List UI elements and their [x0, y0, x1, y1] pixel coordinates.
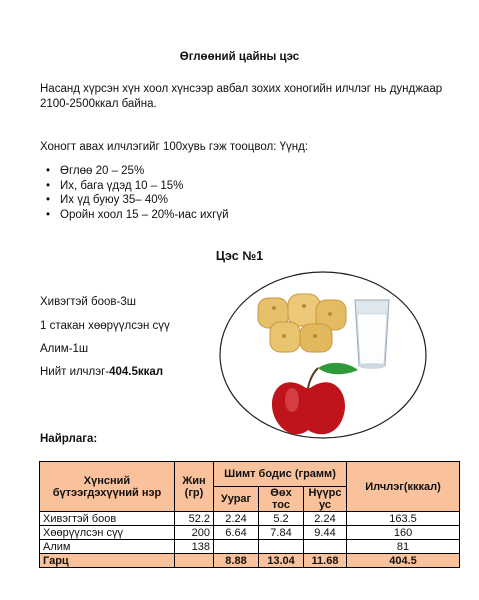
menu-title: Цэс №1 [215, 249, 264, 263]
header-fat: Өөх тос [259, 487, 304, 512]
nutrition-table [39, 461, 460, 568]
cell-weight: 138 [175, 540, 214, 554]
header-carb: Уураг [214, 487, 259, 512]
cell-carb [214, 540, 259, 554]
cell-carb: 6.64 [214, 526, 259, 540]
list-item: • Их үд буюу 35– 40% [60, 193, 229, 208]
menu-item: 1 стакан хөөрүүлсэн сүү [40, 320, 170, 332]
menu-item: Алим-1ш [40, 343, 89, 355]
cell-water: 9.44 [304, 526, 347, 540]
cell-fat: 5.2 [259, 512, 304, 526]
header-water: Нүүрс ус [304, 487, 347, 512]
table-row [40, 512, 460, 526]
cell-energy: 81 [347, 540, 460, 554]
table-row [40, 540, 460, 554]
milk-glass-icon [355, 300, 389, 369]
cell-water [304, 540, 347, 554]
cell-energy: 404.5 [347, 554, 460, 568]
cell-carb: 2.24 [214, 512, 259, 526]
table-total-row [40, 554, 460, 568]
cell-name: Гарц [40, 554, 175, 568]
cell-fat: 7.84 [259, 526, 304, 540]
header-weight: Жин (гр) [175, 462, 214, 512]
table-row [40, 526, 460, 540]
cell-carb: 8.88 [214, 554, 259, 568]
calorie-question: Хоногт авах илчлэгийг 100хувь гэж тооцвол: Үүнд: [40, 141, 309, 153]
cell-weight [175, 554, 214, 568]
cell-fat: 13.04 [259, 554, 304, 568]
document-title: Өглөөний цайны цэс [179, 51, 300, 63]
menu-item: Хивэгтэй боов-3ш [40, 296, 136, 308]
list-item: • Оройн хоол 15 – 20%-иас ихгүй [60, 208, 229, 223]
header-nutrients: Шимт бодис (грамм) [214, 462, 347, 487]
cell-water: 11.68 [304, 554, 347, 568]
list-item: • Өглөө 20 – 25% [60, 164, 229, 179]
menu-total-value: 404.5ккал [109, 366, 164, 378]
cell-name: Хивэгтэй боов [40, 512, 175, 526]
cell-energy: 163.5 [347, 512, 460, 526]
cell-water: 2.24 [304, 512, 347, 526]
breakfast-illustration [218, 270, 428, 440]
cell-weight: 200 [175, 526, 214, 540]
cell-energy: 160 [347, 526, 460, 540]
intro-paragraph: Насанд хүрсэн хүн хоол хүнсээр авбал зохих хоногийн илчлэг нь дунджаар 2100-2500ккал байна. [40, 83, 443, 110]
list-item: • Их, бага үдэд 10 – 15% [60, 179, 229, 194]
header-energy: Илчлэг(кккал) [347, 462, 460, 512]
menu-total [40, 366, 163, 378]
cell-fat [259, 540, 304, 554]
meal-percent-list [60, 164, 229, 222]
cell-name: Алим [40, 540, 175, 554]
menu-total-label: Нийт илчлэг- [40, 366, 110, 378]
ingredients-heading: Найрлага: [40, 433, 98, 445]
header-product: Хүнсний бүтээгдэхүүний нэр [40, 462, 175, 512]
cell-name: Хөөрүүлсэн сүү [40, 526, 175, 540]
cell-weight: 52.2 [175, 512, 214, 526]
